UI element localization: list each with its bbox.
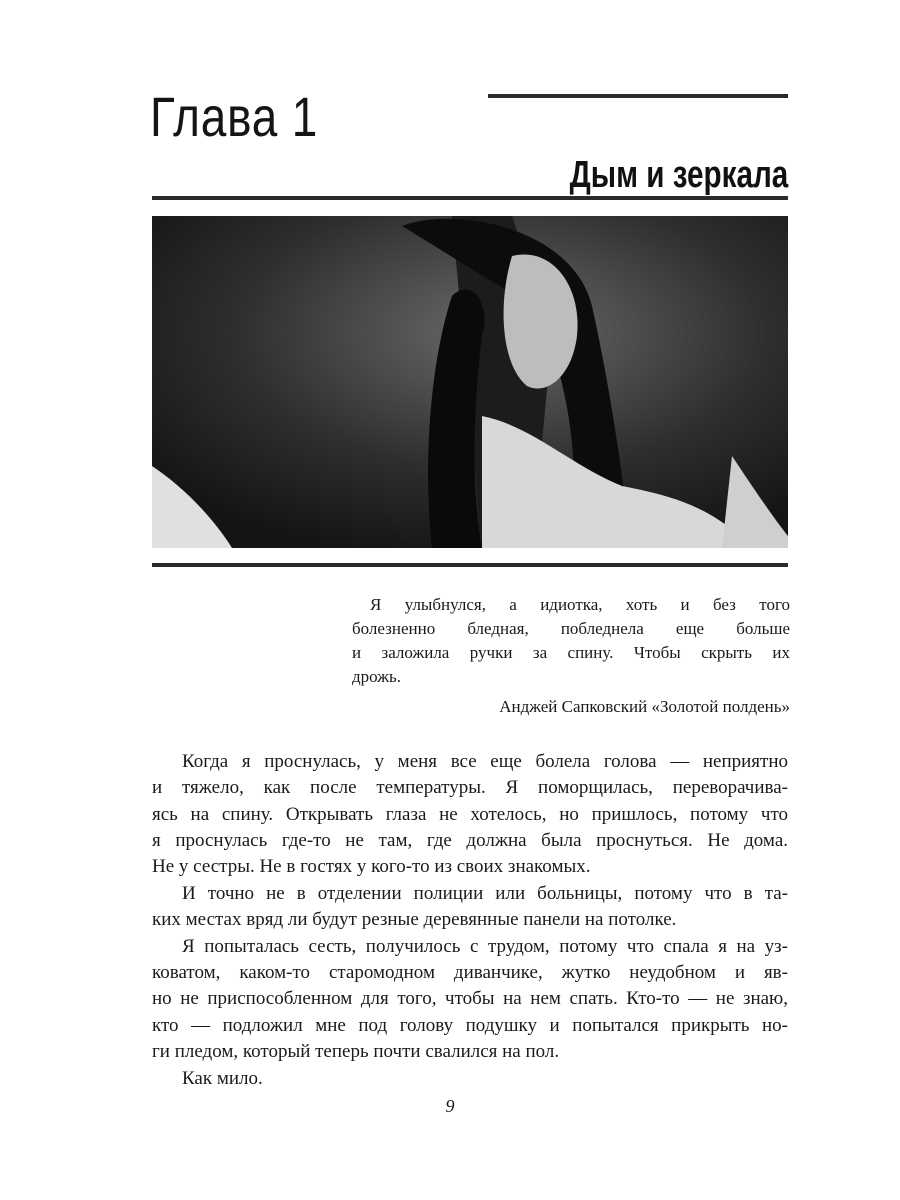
body-line: коватом, каком-то старомодном диванчике, жутко неудобном и яв- — [152, 962, 788, 983]
epigraph-line: болезненно бледная, побледнела еще больше — [352, 619, 790, 638]
subtitle-rule — [152, 196, 788, 200]
body-line: Как мило. — [182, 1068, 263, 1089]
body-line: я проснулась где-то не там, где должна была проснуться. Не дома. — [152, 830, 788, 851]
body-line: Когда я проснулась, у меня все еще болела голова — неприятно — [182, 751, 788, 772]
image-rule — [152, 563, 788, 567]
body-line: Я попыталась сесть, получилось с трудом, потому что спала я на уз- — [182, 936, 788, 957]
body-line: но не приспособленном для того, чтобы на нем спать. Кто-то — не знаю, — [152, 988, 788, 1009]
body-line: ких местах вряд ли будут резные деревянные панели на потолке. — [152, 909, 677, 930]
body-line: ги пледом, который теперь почти свалился на пол. — [152, 1041, 560, 1062]
body-line: И точно не в отделении полиции или больницы, потому что в та- — [182, 883, 788, 904]
body-line: ясь на спину. Открывать глаза не хотелось, но пришлось, потому что — [152, 804, 788, 825]
page-number: 9 — [445, 1096, 455, 1116]
body-line: кто — подложил мне под голову подушку и попытался прикрыть но- — [152, 1015, 788, 1036]
body-line: и тяжело, как после температуры. Я поморщилась, переворачива- — [152, 777, 788, 798]
top-rule — [488, 94, 788, 98]
chapter-title: Глава 1 — [150, 85, 319, 148]
body-line: Не у сестры. Не в гостях у кого-то из своих знакомых. — [152, 856, 591, 877]
epigraph-line: дрожь. — [352, 667, 401, 686]
epigraph-line: Я улыбнулся, а идиотка, хоть и без того — [370, 595, 790, 614]
chapter-illustration — [152, 216, 788, 548]
epigraph-attribution: Анджей Сапковский «Золотой полдень» — [499, 697, 790, 716]
epigraph-line: и заложила ручки за спину. Чтобы скрыть их — [352, 643, 790, 662]
chapter-subtitle: Дым и зеркала — [569, 154, 788, 196]
